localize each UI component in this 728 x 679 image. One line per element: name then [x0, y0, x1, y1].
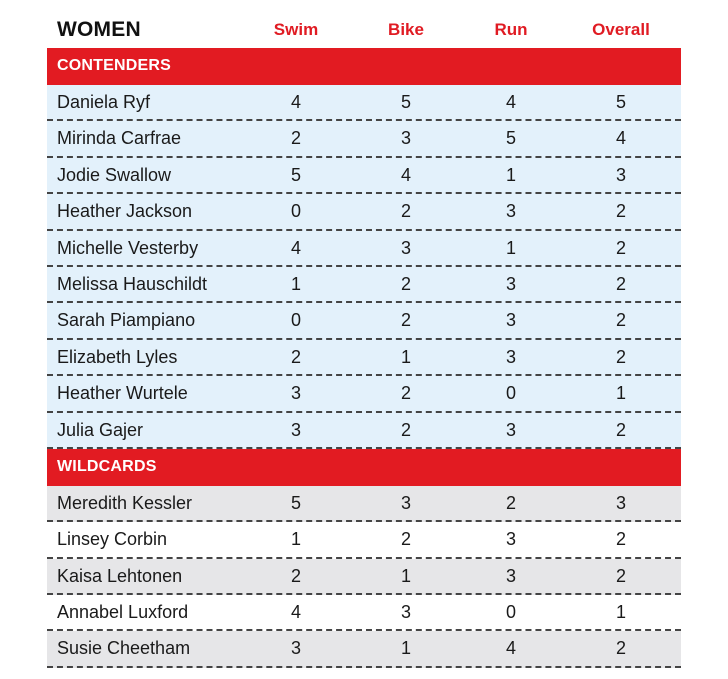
run-score: 5: [505, 128, 517, 149]
bike-score: 1: [400, 346, 412, 367]
table-header: [47, 12, 681, 48]
overall-score: 3: [615, 492, 627, 513]
bike-score: 3: [400, 237, 412, 258]
overall-score: 2: [615, 346, 627, 367]
table-row: [47, 413, 681, 449]
bike-score: 2: [400, 419, 412, 440]
section-label: CONTENDERS: [57, 57, 172, 74]
athlete-name: Mirinda Carfrae: [57, 128, 182, 149]
table-row: [47, 522, 681, 558]
overall-score: 2: [615, 565, 627, 586]
bike-score: 3: [400, 492, 412, 513]
swim-score: 2: [290, 128, 302, 149]
table-row: [47, 559, 681, 595]
athlete-name: Michelle Vesterby: [57, 237, 199, 258]
run-score: 3: [505, 201, 517, 222]
run-score: 3: [505, 419, 517, 440]
table-row: [47, 121, 681, 157]
swim-score: 2: [290, 565, 302, 586]
section-label: WILDCARDS: [57, 457, 157, 475]
swim-score: 3: [290, 383, 302, 404]
run-score: 4: [505, 92, 517, 112]
contenders-rows: [47, 85, 681, 449]
swim-score: 4: [290, 92, 302, 112]
swim-score: 0: [290, 310, 302, 331]
column-header-overall: Overall: [592, 20, 650, 39]
athlete-name: Jodie Swallow: [57, 164, 172, 185]
ratings-table: [47, 12, 681, 668]
run-score: 1: [505, 237, 517, 258]
athlete-name: Meredith Kessler: [57, 492, 193, 513]
bike-score: 2: [400, 529, 412, 550]
athlete-name: Elizabeth Lyles: [57, 346, 178, 367]
section-bar: [47, 449, 681, 486]
table-row: [47, 194, 681, 230]
table-row: [47, 631, 681, 667]
run-score: 3: [505, 346, 517, 367]
table-row: [47, 376, 681, 412]
athlete-name: Julia Gajer: [57, 419, 144, 440]
overall-score: 4: [615, 128, 627, 149]
bike-score: 1: [400, 638, 412, 659]
swim-score: 5: [290, 492, 302, 513]
swim-score: 3: [290, 638, 302, 659]
table-row: [47, 231, 681, 267]
swim-score: 4: [290, 237, 302, 258]
swim-score: 0: [290, 201, 302, 222]
swim-score: 1: [290, 273, 302, 294]
section-wildcards: [47, 449, 681, 668]
overall-score: 2: [615, 310, 627, 331]
overall-score: 2: [615, 529, 627, 550]
athlete-name: Annabel Luxford: [57, 602, 189, 623]
run-score: 2: [505, 492, 517, 513]
column-header-swim: Swim: [273, 20, 319, 39]
run-score: 1: [505, 164, 517, 185]
section-contenders: [47, 48, 681, 449]
bike-score: 2: [400, 273, 412, 294]
wildcards-rows: [47, 486, 681, 668]
column-header-run: Run: [494, 20, 528, 39]
bike-score: 2: [400, 310, 412, 331]
swim-score: 3: [290, 419, 302, 440]
table-row: [47, 595, 681, 631]
table-row: [47, 85, 681, 121]
run-score: 3: [505, 565, 517, 586]
overall-score: 1: [615, 383, 627, 404]
run-score: 0: [505, 602, 517, 623]
table-row: [47, 303, 681, 339]
overall-score: 2: [615, 419, 627, 440]
swim-score: 1: [290, 529, 302, 550]
run-score: 3: [505, 273, 517, 294]
column-header-bike: Bike: [388, 20, 424, 39]
overall-score: 2: [615, 201, 627, 222]
run-score: 3: [505, 529, 517, 550]
overall-score: 3: [615, 164, 627, 185]
bike-score: 2: [400, 201, 412, 222]
bike-score: 3: [400, 128, 412, 149]
table-title: WOMEN: [57, 18, 141, 41]
swim-score: 4: [290, 602, 302, 623]
athlete-name: Heather Jackson: [57, 201, 193, 222]
overall-score: 5: [615, 92, 627, 112]
bike-score: 5: [400, 92, 412, 112]
bike-score: 4: [400, 164, 412, 185]
table-row: [47, 486, 681, 522]
athlete-name: Kaisa Lehtonen: [57, 565, 183, 586]
run-score: 4: [505, 638, 517, 659]
bike-score: 2: [400, 383, 412, 404]
athlete-name: Linsey Corbin: [57, 529, 168, 550]
table-row: [47, 267, 681, 303]
athlete-name: Susie Cheetham: [57, 638, 191, 659]
swim-score: 5: [290, 164, 302, 185]
bike-score: 1: [400, 565, 412, 586]
bike-score: 3: [400, 602, 412, 623]
swim-score: 2: [290, 346, 302, 367]
section-bar: [47, 48, 681, 85]
run-score: 3: [505, 310, 517, 331]
athlete-name: Sarah Piampiano: [57, 310, 196, 331]
run-score: 0: [505, 383, 517, 404]
table-row: [47, 158, 681, 194]
overall-score: 1: [615, 602, 627, 623]
overall-score: 2: [615, 273, 627, 294]
athlete-name: Melissa Hauschildt: [57, 273, 208, 294]
athlete-name: Daniela Ryf: [57, 92, 151, 112]
overall-score: 2: [615, 638, 627, 659]
table-row: [47, 340, 681, 376]
athlete-name: Heather Wurtele: [57, 383, 188, 404]
overall-score: 2: [615, 237, 627, 258]
